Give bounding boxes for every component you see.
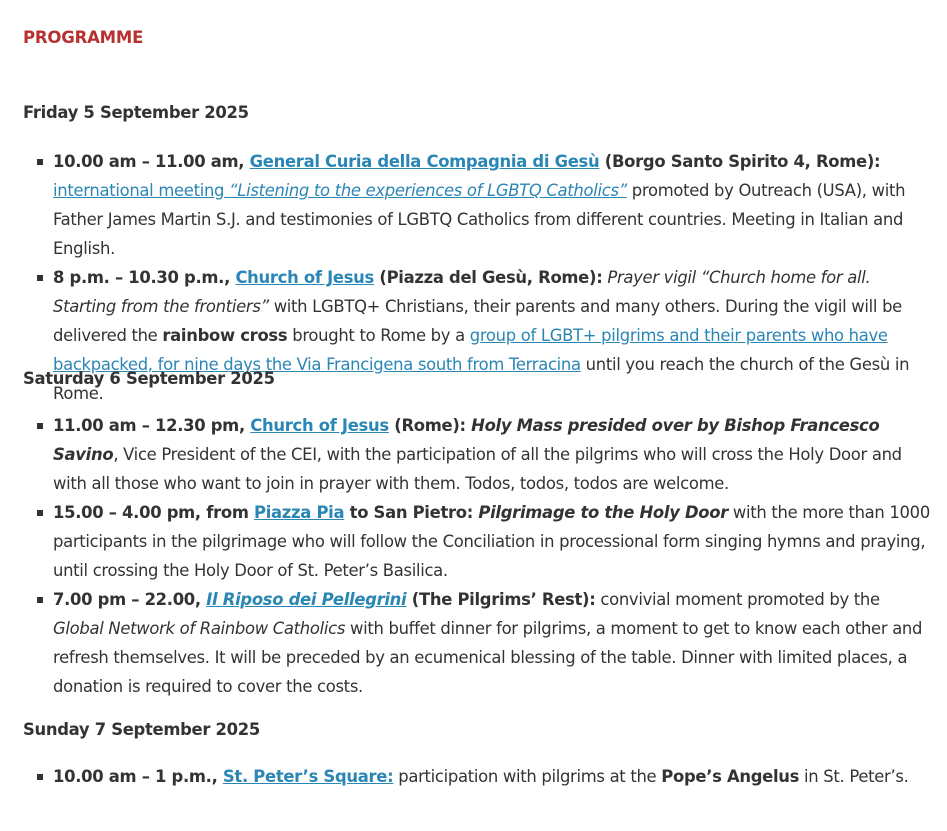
saturday-event-list (23, 411, 933, 701)
event-time: 8 p.m. – 10.30 p.m., (53, 268, 236, 287)
event-venue-detail: (The Pilgrims’ Rest): (406, 590, 596, 609)
network-name: Global Network of Rainbow Catholics (53, 619, 346, 638)
sunday-event-list (23, 762, 933, 791)
programme-title: PROGRAMME (23, 28, 144, 47)
international-meeting-link[interactable]: international meeting “Listening to the experiences of LGBTQ Catholics” (53, 181, 627, 200)
list-item: 8 p.m. – 10.30 p.m., Church of Jesus (Piazza del Gesù, Rome): Prayer vigil “Church home for all. Starting from the frontiers” with LGBTQ+ Christians, their parents and many others. During the vigil will be delivered the rainbow cross brought to Rome by a group of LGBT+ pilgrims and their parents who have backpacked, for nine days the Via Francigena south from Terracina until you reach the church of the Gesù in Rome. (53, 263, 933, 408)
event-venue-detail: (Borgo Santo Spirito 4, Rome): (599, 152, 881, 171)
venue-link-church-of-jesus[interactable]: Church of Jesus (250, 416, 389, 435)
pilgrims-group-link[interactable]: group of LGBT+ pilgrims and their parents who have backpacked, for nine days the Via Francigena south from Terracina (53, 326, 888, 374)
event-time: 10.00 am – 11.00 am, (53, 152, 250, 171)
list-item: 7.00 pm – 22.00, Il Riposo dei Pellegrini (The Pilgrims’ Rest): convivial moment promoted by the Global Network of Rainbow Catholics with buffet dinner for pilgrims, a moment to get to know each other and refresh themselves. It will be preceded by an ecumenical blessing of the table. Dinner with limited places, a donation is required to cover the costs. (53, 585, 933, 701)
event-description: participation with pilgrims at the (393, 767, 662, 786)
event-venue-detail: to San Pietro: (344, 503, 479, 522)
event-time: 7.00 pm – 22.00, (53, 590, 207, 609)
event-description: convivial moment promoted by the (595, 590, 880, 609)
venue-link-st-peters-square[interactable]: St. Peter’s Square: (222, 767, 394, 786)
event-venue-detail: (Piazza del Gesù, Rome): (373, 268, 603, 287)
event-time: 11.00 am – 12.30 pm, (53, 416, 251, 435)
event-description: with LGBTQ+ Christians, their parents and many others. During the vigil will be delivered the (53, 297, 902, 345)
day-heading-friday: Friday 5 September 2025 (23, 103, 249, 122)
venue-link-church-of-jesus[interactable]: Church of Jesus (235, 268, 374, 287)
rainbow-cross-text: rainbow cross (162, 326, 288, 345)
list-item (53, 411, 933, 498)
day-heading-sunday: Sunday 7 September 2025 (23, 720, 260, 739)
event-title: Holy Mass presided over by Bishop Francesco Savino (53, 416, 880, 464)
list-item (53, 147, 933, 263)
list-item: 10.00 am – 1 p.m., St. Peter’s Square: participation with pilgrims at the Pope’s Angelus in St. Peter’s. (53, 762, 933, 791)
event-description: with the more than 1000 participants in the pilgrimage who will follow the Conciliation in processional form singing hymns and praying, until crossing the Holy Door of St. Peter’s Basilica. (53, 503, 930, 580)
venue-link-riposo-pellegrini[interactable]: Il Riposo dei Pellegrini (206, 590, 407, 609)
day-heading-saturday: Saturday 6 September 2025 (23, 369, 275, 388)
event-title: Pilgrimage to the Holy Door (478, 503, 728, 522)
popes-angelus-text: Pope’s Angelus (661, 767, 800, 786)
list-item (53, 498, 933, 585)
event-time: 15.00 – 4.00 pm, from (53, 503, 255, 522)
event-time: 10.00 am – 1 p.m., (53, 767, 223, 786)
venue-link-general-curia[interactable]: General Curia della Compagnia di Gesù (249, 152, 600, 171)
venue-link-piazza-pia[interactable]: Piazza Pia (254, 503, 345, 522)
event-description: , Vice President of the CEI, with the participation of all the pilgrims who will cross the Holy Door and with all those who want to join in prayer with them. Todos, todos, todos are welcome. (53, 445, 902, 493)
event-description: promoted by Outreach (USA), with Father James Martin S.J. and testimonies of LGBTQ Catholics from different countries. Meeting in Italian and English. (53, 181, 906, 258)
event-title: Prayer vigil “Church home for all. Starting from the frontiers” (53, 268, 871, 316)
event-venue-detail: (Rome): (388, 416, 472, 435)
